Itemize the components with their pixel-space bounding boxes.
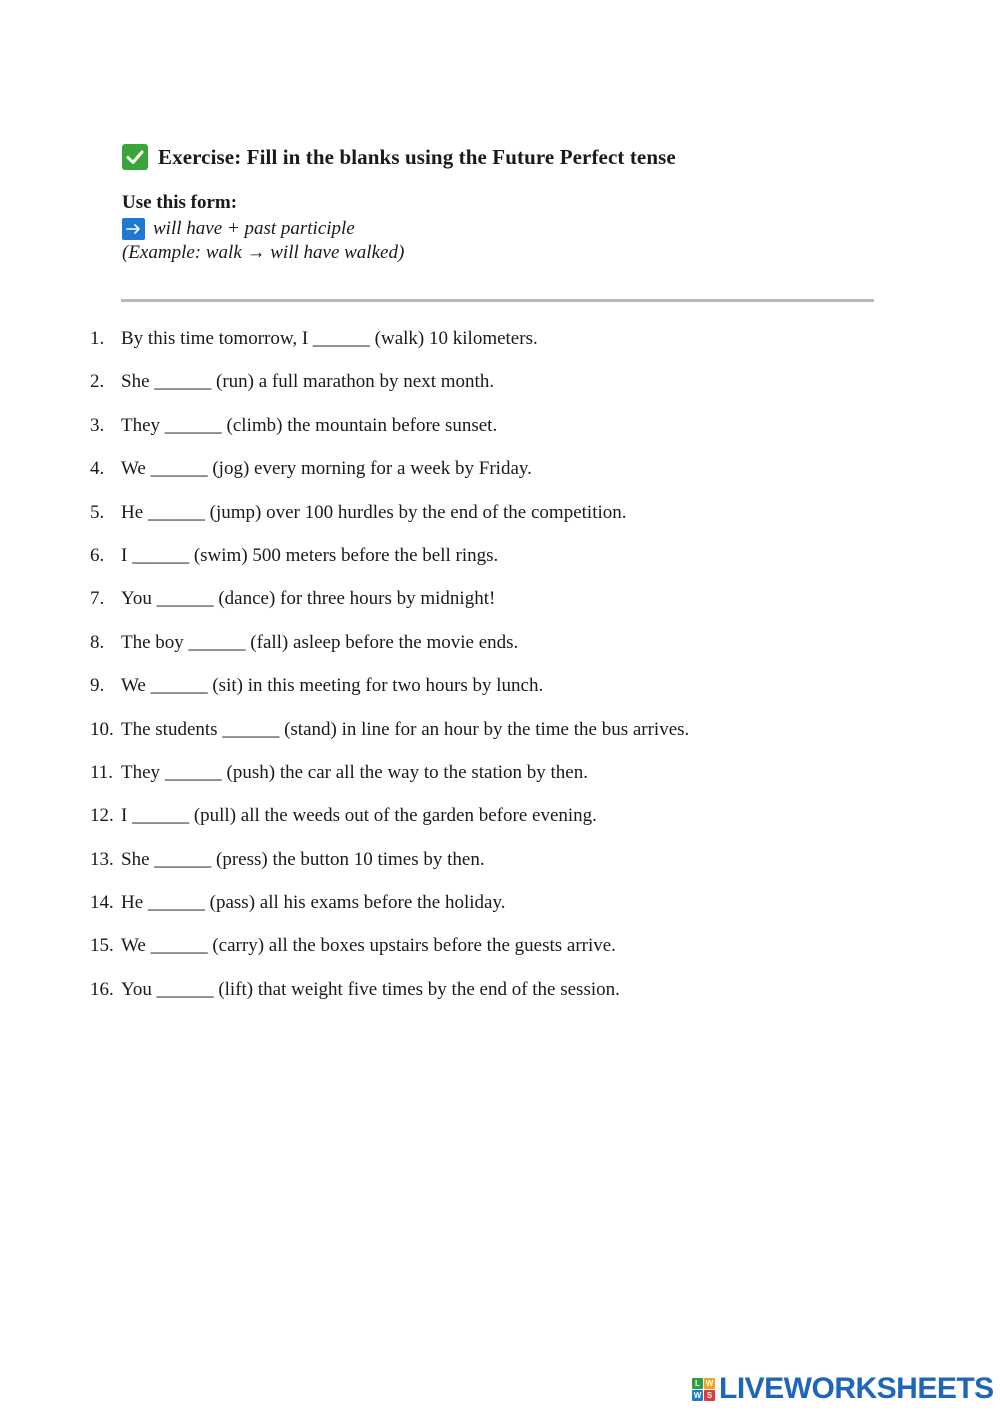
question-number: 3.	[90, 414, 105, 436]
question-item	[90, 892, 689, 935]
question-number: 10.	[90, 718, 114, 740]
question-item	[90, 545, 689, 588]
question-item	[90, 675, 689, 718]
question-text: The students ______ (stand) in line for an hour by the time the bus arrives.	[121, 718, 690, 740]
question-number: 15.	[90, 935, 114, 957]
question-text: You ______ (dance) for three hours by midnight!	[121, 588, 496, 610]
question-text: We ______ (carry) all the boxes upstairs before the guests arrive.	[121, 935, 616, 957]
question-text: We ______ (sit) in this meeting for two hours by lunch.	[121, 675, 544, 697]
exercise-header	[122, 144, 676, 170]
question-item	[90, 805, 689, 848]
check-mark-icon	[122, 144, 148, 170]
logo-square: W	[705, 1378, 714, 1388]
form-example: (Example: walk → will have walked)	[122, 242, 405, 263]
logo-square: W	[693, 1390, 702, 1400]
form-pattern-line	[122, 218, 355, 240]
question-number: 12.	[90, 805, 114, 827]
question-number: 8.	[90, 631, 105, 653]
logo-square: S	[704, 1390, 715, 1401]
question-number: 6.	[90, 544, 105, 566]
question-item	[90, 762, 689, 805]
question-text: She ______ (press) the button 10 times by then.	[121, 848, 485, 870]
question-number: 16.	[90, 978, 114, 1000]
question-text: He ______ (pass) all his exams before the holiday.	[121, 892, 506, 914]
question-item	[90, 328, 689, 371]
question-item	[90, 458, 689, 501]
form-label: Use this form:	[122, 192, 238, 213]
question-item	[90, 849, 689, 892]
question-text: You ______ (lift) that weight five times by the end of the session.	[121, 978, 620, 1000]
question-text: I ______ (pull) all the weeds out of the garden before evening.	[121, 805, 597, 827]
divider	[121, 299, 874, 302]
question-text: They ______ (climb) the mountain before sunset.	[121, 414, 498, 436]
question-number: 7.	[90, 588, 105, 610]
question-number: 13.	[90, 848, 114, 870]
question-item	[90, 935, 689, 978]
right-arrow-icon	[122, 218, 145, 240]
question-number: 4.	[90, 458, 105, 480]
question-number: 1.	[90, 328, 105, 349]
question-text: The boy ______ (fall) asleep before the movie ends.	[121, 631, 519, 653]
form-pattern: will have + past participle	[153, 218, 355, 239]
logo-square: L	[692, 1378, 703, 1389]
liveworksheets-logo	[692, 1372, 994, 1406]
question-text: They ______ (push) the car all the way to the station by then.	[121, 761, 588, 783]
question-text: By this time tomorrow, I ______ (walk) 10 kilometers.	[121, 328, 538, 349]
question-text: She ______ (run) a full marathon by next month.	[121, 371, 495, 393]
question-number: 2.	[90, 371, 105, 393]
question-list	[90, 328, 689, 1022]
question-number: 11.	[90, 761, 114, 783]
question-number: 14.	[90, 892, 114, 914]
question-number: 9.	[90, 675, 105, 697]
logo-text: LIVEWORKSHEETS	[719, 1372, 994, 1405]
question-item	[90, 502, 689, 545]
question-item	[90, 371, 689, 414]
logo-mark-icon	[692, 1378, 715, 1401]
question-text: He ______ (jump) over 100 hurdles by the end of the competition.	[121, 501, 627, 523]
question-number: 5.	[90, 501, 105, 523]
question-item	[90, 979, 689, 1022]
exercise-title: Exercise: Fill in the blanks using the Future Perfect tense	[158, 144, 676, 169]
question-item	[90, 588, 689, 631]
question-text: I ______ (swim) 500 meters before the bell rings.	[121, 544, 499, 566]
question-item	[90, 632, 689, 675]
question-text: We ______ (jog) every morning for a week by Friday.	[121, 458, 532, 480]
question-item	[90, 415, 689, 458]
question-item	[90, 719, 689, 762]
